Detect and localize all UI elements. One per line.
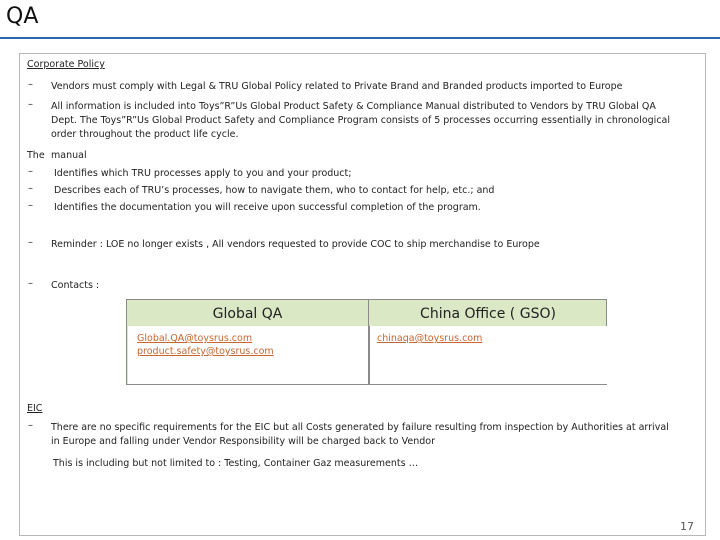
china-office-header: China Office ( GSO) (420, 306, 556, 322)
bullet-dash: – (28, 99, 33, 110)
contacts-table (126, 299, 607, 385)
manual-item-1: Identifies which TRU processes apply to you and your product; (54, 168, 352, 179)
policy-bullet-2-line-2: Dept. The Toys”R”Us Global Product Safety and Compliance Program consists of 5 processes occurring essentially in chronological (51, 115, 671, 126)
manual-item-2: Describes each of TRU’s processes, how to navigate them, who to contact for help, etc.; and (54, 185, 495, 196)
policy-bullet-1: Vendors must comply with Legal & TRU Global Policy related to Private Brand and Branded products imported to Europe (51, 81, 623, 92)
contacts-label: Contacts : (51, 280, 100, 291)
eic-heading: EIC (27, 403, 43, 414)
manual-intro-manual: manual (51, 150, 87, 161)
bullet-dash: – (28, 166, 33, 177)
policy-bullet-2-line-3: order throughout the product life cycle. (51, 129, 239, 140)
eic-text-line-2: in Europe and falling under Vendor Responsibility will be charged back to Vendor (51, 436, 435, 447)
chinaqa-email-link[interactable]: chinaqa@toysrus.com (377, 333, 483, 344)
bullet-dash: – (28, 420, 33, 431)
global-qa-cell (128, 326, 368, 384)
reminder-text: Reminder : LOE no longer exists , All vendors requested to provide COC to ship merchandise to Europe (51, 239, 540, 250)
bullet-dash: – (28, 200, 33, 211)
corporate-policy-heading: Corporate Policy (27, 59, 105, 70)
policy-bullet-2: All information is included into Toys”R”Us Global Product Safety & Compliance Manual distributed to Vendors by TRU Global QA (51, 101, 656, 112)
page-title: QA (6, 4, 39, 29)
page-number: 17 (680, 520, 694, 533)
bullet-dash: – (28, 237, 33, 248)
bullet-dash: – (28, 278, 33, 289)
title-divider (0, 37, 720, 39)
china-office-cell (369, 326, 607, 384)
global-qa-email-link[interactable]: Global.QA@toysrus.com (137, 333, 253, 344)
bullet-dash: – (28, 183, 33, 194)
global-qa-header: Global QA (212, 306, 283, 322)
manual-intro-the: The (27, 150, 45, 161)
manual-item-3: Identifies the documentation you will receive upon successful completion of the program. (54, 202, 481, 213)
eic-text-line-1: There are no specific requirements for the EIC but all Costs generated by failure resulting from inspection by Authorities at arrival (51, 422, 669, 433)
bullet-dash: – (28, 79, 33, 90)
eic-note: This is including but not limited to : Testing, Container Gaz measurements … (53, 458, 419, 469)
product-safety-email-link[interactable]: product.safety@toysrus.com (137, 346, 274, 357)
